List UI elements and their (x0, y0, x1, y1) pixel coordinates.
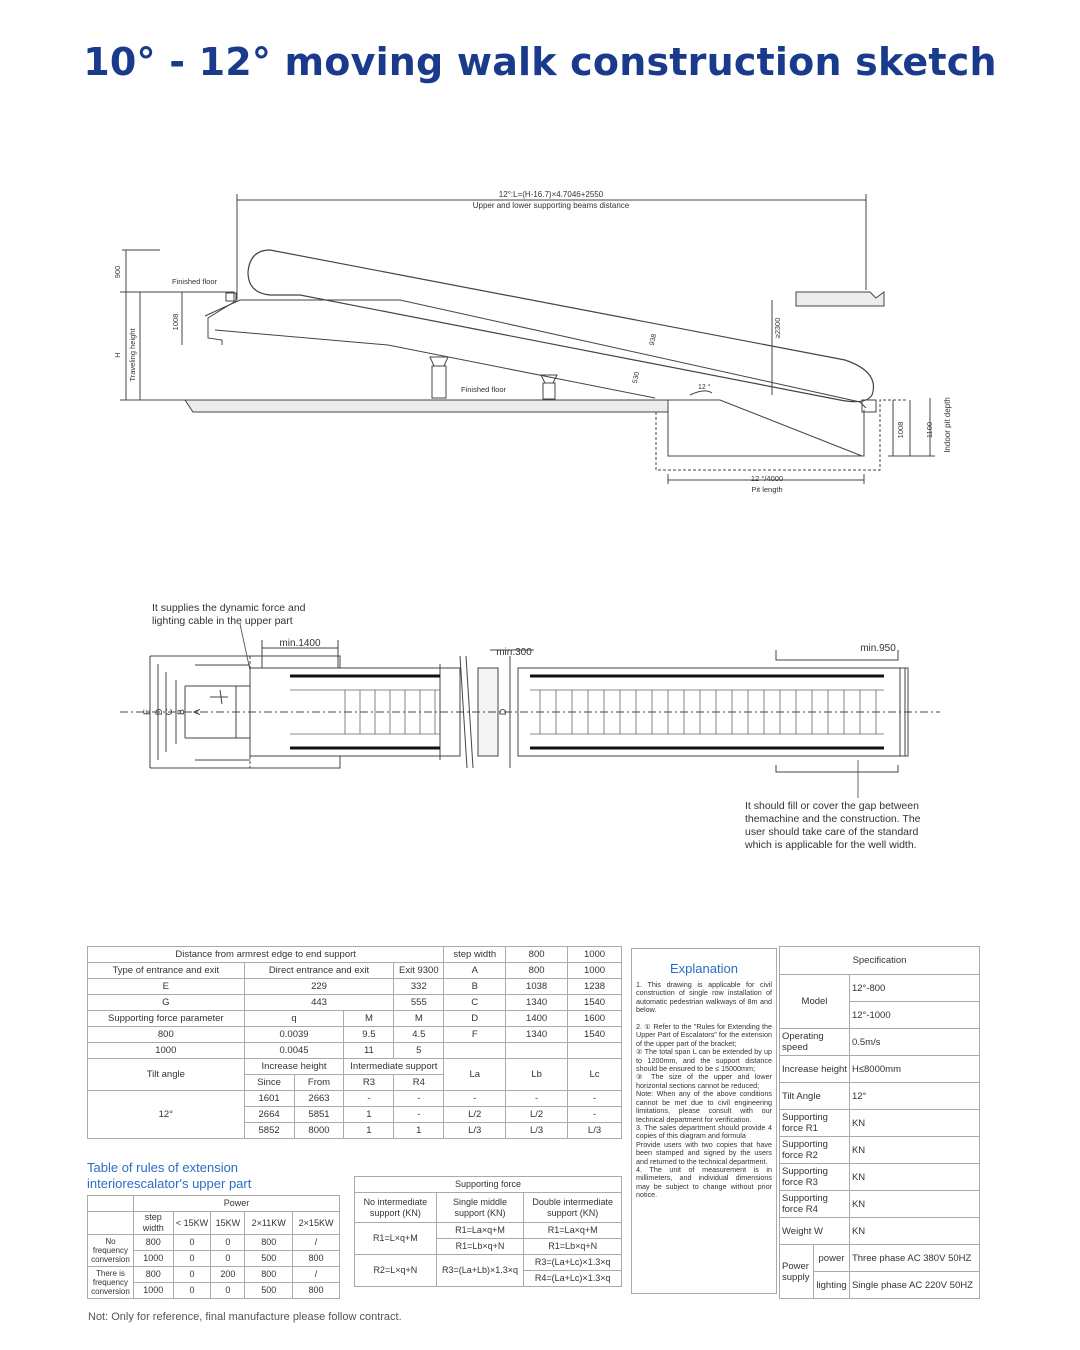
pit-length-label: Pit length (751, 485, 783, 494)
letter-c: C (164, 708, 174, 716)
beam-distance-label: Upper and lower supporting beams distance (472, 201, 630, 210)
dim-1008-right: 1008 (896, 421, 905, 439)
finished-floor-upper-label: Finished floor (172, 277, 218, 286)
dim-1100: 1100 (925, 421, 934, 439)
traveling-height-label: Traveling height (128, 328, 137, 382)
center-d-label: D (498, 708, 508, 716)
dim-530: 530 (631, 371, 642, 385)
power-table: Power step width < 15KW 15KW 2×11KW 2×15KW No frequency conversion 800 0 0 800 / 1000 0 0 500 800 There is frequency conversion 800 0 200 800 / 1000 0 0 500 800 (87, 1195, 340, 1299)
support-column-2 (543, 383, 555, 399)
dim-938: 938 (648, 333, 659, 347)
callout-power-cable: It supplies the dynamic force and lighting cable in the upper part (152, 602, 306, 627)
min300-label: min.300 (496, 647, 532, 658)
letter-e: E (142, 708, 152, 716)
dim-900: 900 (113, 265, 122, 279)
explanation-box (631, 948, 777, 1294)
dim-1008-left: 1008 (171, 313, 180, 331)
explanation-heading: Explanation (670, 961, 738, 976)
letter-b: B (176, 708, 186, 716)
finished-floor-lower-label: Finished floor (461, 385, 507, 394)
page-title: 10° - 12° moving walk construction sketch (83, 40, 997, 84)
pit-dim-label: 12 °/4000 (750, 474, 784, 483)
specification-table: Specification Model 12°-800 12°-1000 Operating speed 0.5m/s Increase height H≤8000mm Tilt Angle 12° Supporting force R1 KN Supporting force R2 KN Supporting force R3 KN Supporting force R4 KN Weight W KN Power supply power Three phase AC 380V 50HZ lighting Single phase AC 220V 50HZ (779, 946, 980, 1299)
table-caption: Table of rules of extension interiorescalator's upper part (87, 1160, 252, 1191)
min1400-label: min.1400 (279, 638, 321, 649)
dim-2300: ≥2300 (773, 317, 782, 339)
angle-label: 12 ° (698, 384, 711, 391)
callout-gap-fill: It should fill or cover the gap between themachine and the construction. The user should take care of the standard which is applicable for the well width. (745, 800, 921, 851)
indoor-pit-depth-label: Indoor pit depth (943, 397, 952, 453)
lower-floor-slab (185, 400, 668, 412)
explanation-body: 1. This drawing is applicable for civil construction of single row installation of automatic pedestrian walkways of 8m and below. 2. ① Refer to the "Rules for Extending the Upper Part of Escalators" for the extension of the upper part of the bracket; ② The total span L can be extended by up to 1200mm, and the support distance should be ensured to be ≤ 15000mm; ③ The size of the upper and lower horizontal sections cannot be reduced; Note: When any of the above conditions cannot be met due to civil engineering limitations, please consult with our technical department for verification. 3. The sales department should provide 4 copies of this diagram and formula Provide users with two copies that have been stamped and signed by the users and returned to the technical department. 4. The unit of measurement is in millimeters, and individual dimensions may be subject to change without prior notice. (636, 980, 772, 1200)
support-column-1 (432, 366, 446, 398)
letter-a: A (192, 708, 202, 716)
formula-label: 12°:L=(H-16.7)×4.7046+2550 (498, 190, 604, 199)
h-label: H (113, 352, 122, 358)
supporting-force-table: Supporting force No intermediate support (KN) Single middle support (KN) Double intermediate support (KN) R1=L×q+M R1=La×q+M R1=La×q+M R1=Lb×q+N R1=Lb×q+N R2=L×q+N R3=(La+Lb)×1.3×q R3=(La+Lc)×1.3×q R4=(La+Lc)×1.3×q (354, 1176, 622, 1287)
distance-table: Distance from armrest edge to end support step width 800 1000 Type of entrance and exit Direct entrance and exit Exit 9300 A 800 1000 E 229 332 B 1038 1238 G 443 555 C 1340 1540 Supporting force parameter q M M D 1400 1600 800 0.0039 9.5 4.5 F 1340 1540 1000 0.0045 11 5 Tilt angle Increase height Intermediate support La Lb Lc Since From R3 R4 12° 1601 2663 - - - - - 2664 5851 1 - L/2 L/2 - 5852 8000 1 1 L/3 L/3 L/3 (87, 946, 622, 1139)
letter-d: D (154, 708, 164, 716)
min950-label: min.950 (860, 643, 896, 654)
footnote: Not: Only for reference, final manufacture please follow contract. (88, 1311, 402, 1323)
